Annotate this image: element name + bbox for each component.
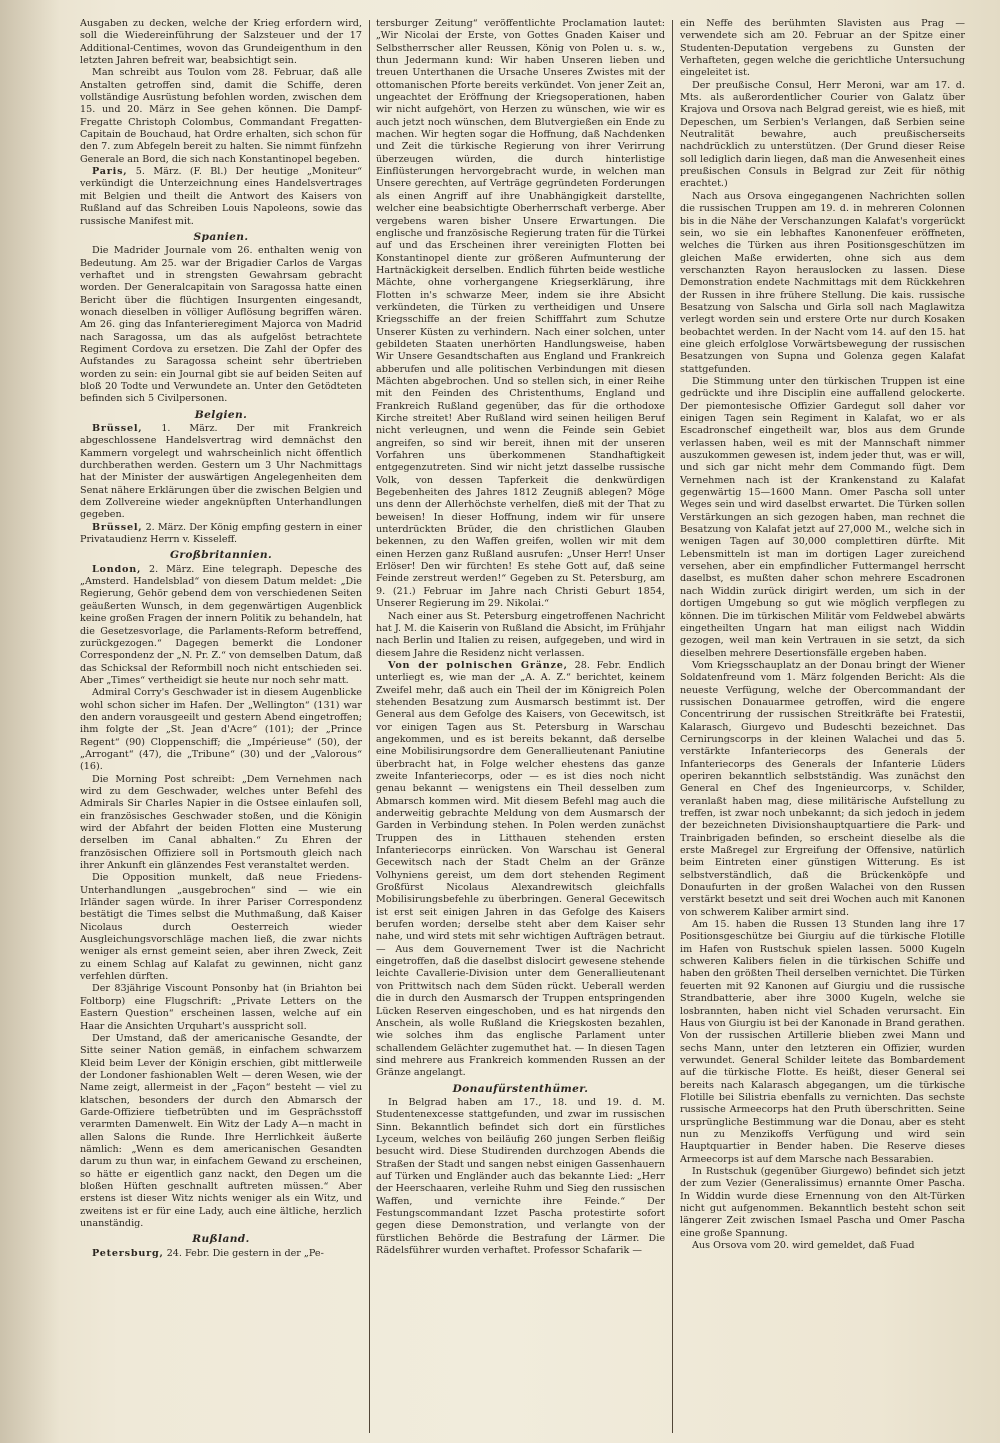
section-heading-belgien: Belgien. [194,408,248,421]
column-rule-1 [369,20,370,1433]
dateline-place: Petersburg, [92,1247,164,1259]
dateline-place: Brüssel, [92,423,143,434]
article-london [80,564,362,687]
article-text: 2. März. Eine telegraph. Depesche des „Amsterd. Handelsblad“ von diesem Datum meldet: „Die Regierung, Gehör gebend dem von verschiedenen Seiten geäußerten Wunsch, in dem gegenwärtigen Augenblick keine großen Fragen der innern Politik zu behandeln, hat die Gesetzesvorlage, die Parlaments-Reform betreffend, zurückgezogen.“ Dagegen bemerkt die Londoner Correspondenz der „N. Pr. Z.“ von demselben Datum, daß das Schicksal der Reformbill noch nicht entschieden sei. Aber „Times“ vertheidigt sie heute nur noch sehr matt. [80,563,362,686]
article-text: 2. März. Der König empfing gestern in einer Privataudienz Herrn v. Kisseleff. [80,521,362,546]
article-orsova-fuad: Aus Orsova vom 20. wird gemeldet, daß Fuad [692,1240,915,1252]
section-heading-donaufuerstenthuemer: Donaufürstenthümer. [452,1082,589,1095]
article-ponsonby: Der 83jährige Viscount Ponsonby hat (in Briahton bei Foltborp) eine Flugschrift: „Private Letters on the Eastern Question“ erscheinen lassen, welche auf ein Haar die Ansichten Urquhart's ausspricht soll. [80,983,362,1032]
column-2 [376,18,665,1437]
article-polnische-graenze [376,660,665,1080]
dateline-place: Brüssel, [92,521,143,533]
article-text: ein Neffe des berühmten Slavisten aus Prag — verwendete sich am 20. Februar an der Spitze einer Studenten-Deputation vergebens zu Gunsten der Verhafteten, gegen welche die gerichtliche Untersuchung eingeleitet ist. [680,18,965,79]
article-bruessel-1 [80,423,362,522]
article-kriegsschauplatz: Vom Kriegsschauplatz an der Donau bringt der Wiener Soldatenfreund vom 1. März folgenden Bericht: Als die neueste Verfügung, welche der Obercommandant der russischen Donauarmee getroffen, wird die engere Concentrirung der russischen Streitkräfte bei Fratestii, Kalarasch, Giurgevo und Budeschti bezeichnet. Das Cernirungscorps in der kleinen Walachei und das 5. verstärkte Infanteriecorps des Generals der Infanteriecorps des Generals der Infanterie Lüders operiren bekanntlich selbstständig. Was zunächst den General en Chef des Ingenieurcorps, v. Schilder, veranlaßt haben mag, diese militärische Aufstellung zu treffen, ist zwar noch unbekannt; da sich jedoch in jedem der bezeichneten Divisionshauptquartiere die Park- und Trainbrigaden befinden, so erscheint dieselbe als die erste Maßregel zur Ergreifung der Offensive, natürlich beim Eintreten einer günstigen Witterung. Es ist selbstverständlich, daß die Brückenköpfe und Donaufurten in der großen Walachei von den Russen verstärkt besetzt und seit drei Wochen auch mit Kanonen von schwerem Kaliber armirt sind. [680,659,965,918]
article-paris [80,166,362,228]
article-bruessel-2 [80,522,362,547]
binding-shadow [0,0,60,1443]
column-1 [80,18,362,1437]
column-3 [680,18,965,1437]
section-heading-spanien: Spanien. [193,230,249,243]
article-corry: Admiral Corry's Geschwader ist in diesem Augenblicke wohl schon sicher im Hafen. Der „Wellington“ (131) war den andern vorausgeeilt und gestern Abend eingetroffen; ihm folgte der „St. Jean d'Acre“ (101); der „Prince Regent“ (90) Cloppenschiff; die „Impérieuse“ (50), der „Arrogant“ (47), die „Tribune“ (30) und der „Valorous“ (16). [80,687,362,773]
article-proclamation: tersburger Zeitung“ veröffentlichte Proclamation lautet: „Wir Nicolai der Erste, von Gottes Gnaden Kaiser und Selbstherrscher aller Reussen, König von Polen u. s. w., thun Jedermann kund: Wir haben Unseren lieben und treuen Unterthanen die Ursache Unseres Zwistes mit der ottomanischen Pforte bereits verkündet. Von jener Zeit an, ungeachtet der Eröffnung der Kriegsoperationen, haben wir nicht aufgehört, von Herzen zu wünschen, wie wir es auch jetzt noch wünschen, dem Blutvergießen ein Ende zu machen. Wir hegten sogar die Hoffnung, daß Nachdenken und Zeit die türkische Regierung von ihrer Verirrung überzeugen würden, die durch hinterlistige Einflüsterungen hervorgebracht wurde, in welchen man Unsere gerechten, auf Verträge gegründeten Forderungen als einen Angriff auf ihre Unabhängigkeit darstellte, welcher eine beabsichtigte Oberherrschaft verberge. Aber vergebens waren bisher Unsere Erwartungen. Die englische und französische Regierung traten für die Türkei auf und das Erscheinen ihrer vereinigten Flotten bei Konstantinopel diente zur größeren Aufmunterung der Hartnäckigkeit derselben. Endlich führten beide westliche Mächte, ohne vorhergangene Kriegserklärung, ihre Flotten in's schwarze Meer, indem sie ihre Absicht verkündeten, die Türken zu vertheidigen und Unsere Kriegsschiffe an der freien Schifffahrt zum Schutze Unserer Küsten zu verhindern. Nach einer solchen, unter gebildeten Staaten unerhörten Handlungsweise, haben Wir Unsere Gesandtschaften aus England und Frankreich abberufen und alle politischen Verbindungen mit diesen Mächten abgebrochen. Und so stellen sich, in einer Reihe mit den Feinden des Christenthums, England und Frankreich Rußland gegenüber, das für die orthodoxe Kirche streitet! Aber Rußland wird seinen heiligen Beruf nicht verleugnen, und wenn die Feinde sein Gebiet angreifen, so sind wir bereit, ihnen mit der unseren Vorfahren uns überkommenen Standhaftigkeit entgegenzutreten. Sind wir nicht jetzt dasselbe russische Volk, von dessen Tapferkeit die denkwürdigen Begebenheiten des Jahres 1812 Zeugniß ablegen? Möge uns denn der Allerhöchste verhelfen, dieß mit der That zu beweisen! In dieser Hoffnung, indem wir für unsere unterdrückten Brüder, die den christlichen Glauben bekennen, zu den Waffen greifen, wollen wir mit dem einen Herzen ganz Rußland ausrufen: „Unser Herr! Unser Erlöser! Den wir fürchten! Es stehe Gott auf, daß seine Feinde zerstreut werden!“ Gegeben zu St. Petersburg, am 9. (21.) Februar im Jahre nach Christi Geburt 1854, Unserer Regierung im 29. Nikolai.“ [376,18,665,610]
article-text: Ausgaben zu decken, welche der Krieg erfordern wird, soll die Wiedereinführung der Salzsteuer und der 17 Additional-Centimes, wovon das Grundeigenthum in den letzten Jahren befreit war, beabsichtigt sein. [80,18,362,67]
article-text: 5. März. (F. Bl.) Der heutige „Moniteur“ verkündigt die Unterzeichnung eines Handelsvertrages mit Belgien und theilt die Antwort des Kaisers von Rußland auf das Schreiben Louis Napoleons, sowie das russische Manifest mit. [80,166,362,227]
column-rule-2 [672,20,673,1433]
article-umstand: Der Umstand, daß der americanische Gesandte, der Sitte seiner Nation gemäß, in einfachem schwarzem Kleid beim Lever der Königin erschien, gibt mittlerweile der Londoner fashionablen Welt — deren Wesen, wie der Name zeigt, allermeist in der „Façon“ besteht — viel zu klatschen, besonders der durch den Abmarsch der Garde-Offiziere tiefbetrübten und im Gesprächsstoff verarmten Damenwelt. Ein Witz der Lady A—n macht in allen Salons die Runde. Ihre Herrlichkeit äußerte nämlich: „Wenn es dem americanischen Gesandten darum zu thun war, in einfachem Gewand zu erscheinen, so hätte er eigentlich ganz nackt, den Degen um die bloßen Hüften geschnallt auftreten müssen.“ Aber erstens ist dieser Witz nichts weniger als ein Witz, und zweitens ist er für eine Lady, auch eine ältliche, herzlich unanständig. [80,1032,362,1229]
article-belgrad: In Belgrad haben am 17., 18. und 19. d. M. Studentenexcesse stattgefunden, und zwar im russischen Sinn. Bekanntlich befindet sich dort ein fürstliches Lyceum, welches von beiläufig 260 jungen Serben fleißig besucht wird. Diese Studirenden durchzogen Abends die Straßen der Stadt und sangen nebst einigen Gassenhauern auf Türken und Engländer auch das bekannte Lied: „Herr der Heerschaaren, verleihe Ruhm und Sieg den russischen Waffen, und vernichte ihre Feinde.“ Der Festungscommandant Izzet Pascha protestirte sofort gegen diese Demonstration, und verlangte von der fürstlichen Behörde die Bestrafung der Lärmer. Die Rädelsführer wurden verhaftet. Professor Schafarik — [376,1096,665,1257]
article-orsova: Nach aus Orsova eingegangenen Nachrichten sollen die russischen Truppen am 19. d. in mehreren Colonnen bis in die Nähe der Verschanzungen Kalafat's vorgerückt sein, wo sie ein lebhaftes Kanonenfeuer eröffneten, welches die Türken aus ihren Positionsgeschützen im gleichen Maße erwiderten, ohne sich aus dem verschanzten Rayon herauslocken zu lassen. Diese Demonstration endete Nachmittags mit dem Rückkehren der Russen in ihre frühere Stellung. Die kais. russische Besatzung von Salscha und Girla soll nach Maglawitza verlegt worden sein und erstere Orte nur durch Kosaken beobachtet werden. In der Nacht vom 14. auf den 15. hat eine gleich erfolglose Vorwärtsbewegung der russischen Besatzungen von Supna und Golenza gegen Kalafat stattgefunden. [680,190,965,375]
section-heading-russland: Rußland. [192,1233,250,1246]
article-text: 28. Febr. Endlich unterliegt es, wie man der „A. A. Z.“ berichtet, keinem Zweifel mehr, daß auch ein Theil der im Königreich Polen stehenden Besatzung zum Ausmarsch bestimmt ist. Der General aus dem Gefolge des Kaisers, von Gecewitsch, ist vor einigen Tagen aus St. Petersburg in Warschau angekommen, und es ist bereits bekannt, daß derselbe eine Mobilisirungsordre dem Generallieutenant Paniutine überbracht hat, in Folge welcher ehestens das ganze zweite Infanteriecorps, oder — es ist dies noch nicht genau bekannt — wenigstens ein Theil desselben zum Abmarsch kommen wird. Mit diesem Befehl mag auch die anderweitig gebrachte Meldung von dem Ausmarsch der Garden in Verbindung stehen. In Polen werden zunächst Truppen des in Litthauen stehenden ersten Infanteriecorps einrücken. Von Warschau ist General Gecewitsch nach der Stadt Chelm an der Gränze Volhyniens gereist, um dem dort stehenden Regiment Großfürst Nicolaus Alexandrewitsch gleichfalls Mobilisirungsbefehle zu überbringen. General Gecewitsch ist erst seit einigen Jahren in das Gefolge des Kaisers berufen worden; derselbe steht aber dem Kaiser sehr nahe, und wird stets mit sehr wichtigen Aufträgen betraut. — Aus dem Gouvernement Twer ist die Nachricht eingetroffen, daß die daselbst dislocirt gewesene stehende leichte Cavallerie-Division unter dem Generallieutenant von Prittwitsch nach dem Süden rückt. Ueberall werden die in durch den Ausmarsch der Truppen entspringenden Lücken Reserven eingeschoben, und es hat nirgends den Anschein, als wolle Rußland die Kriegskosten bezahlen, wie solches ihm das englische Parlament unter schallendem Gelächter zugemuthet hat. — In diesen Tagen sind mehrere aus Frankreich kommenden Russen an der Gränze angelangt. [376,659,665,1079]
dateline-place: London, [92,563,142,575]
article-kaiserin: Nach einer aus St. Petersburg eingetroffenen Nachricht hat J. M. die Kaiserin von Rußland die Absicht, im Frühjahr nach Berlin und Italien zu reisen, aufgegeben, und wird in diesem Jahre die Residenz nicht verlassen. [376,610,665,659]
article-giurgiu: Am 15. haben die Russen 13 Stunden lang ihre 17 Positionsgeschütze bei Giurgiu auf die türkische Flotille im Hafen von Rustschuk spielen lassen. 5000 Kugeln schweren Kalibers fielen in die türkischen Schiffe und haben den größten Theil derselben vernichtet. Die Türken feuerten mit 92 Kanonen auf Giurgiu und die russische Strandbatterie, aber ihre 3000 Kugeln, welche sie losbrannten, haben nicht viel Schaden verursacht. Ein Haus von Giurgiu ist bei der Kanonade in Brand gerathen. Von der russischen Artillerie blieben zwei Mann und sechs Mann, unter den letzteren ein Offizier, wurden verwundet. General Schilder leitete das Bombardement auf die türkische Flotte. Es heißt, dieser General sei bereits nach Kalarasch abgegangen, um die türkische Flotille bei Silistria ebenfalls zu vernichten. Das sechste russische Armeecorps hat den Pruth überschritten. Seine ursprüngliche Bestimmung war die Donau, aber es steht nun zu Menzikoffs Verfügung und wird sein Hauptquartier in Bender haben. Die Reserve dieses Armeecorps ist auf dem Marsche nach Bessarabien. [680,919,965,1165]
article-spanien: Die Madrider Journale vom 26. enthalten wenig von Bedeutung. Am 25. war der Brigadier Carlos de Vargas verhaftet und in strengsten Gewahrsam gebracht worden. Der Generalcapitain von Saragossa hatte einen Bericht über die flüchtigen Insurgenten eingesandt, wonach dieselben in völliger Auflösung begriffen wären. Am 26. ging das Infanterieregiment Majorca von Madrid nach Saragossa, um das als aufgelöst betrachtete Regiment Cordova zu ersetzen. Die Zahl der Opfer des Aufstandes zu Saragossa scheint sehr übertrieben worden zu sein: ein Journal gibt sie auf beiden Seiten auf bloß 20 Todte und Verwundete an. Unter den Getödteten befinden sich 5 Civilpersonen. [80,245,362,405]
dateline-place: Paris, [92,166,128,178]
article-petersburg [80,1248,362,1260]
article-text: 24. Febr. Die gestern in der „Pe- [166,1247,324,1259]
article-morning-post: Die Morning Post schreibt: „Dem Vernehmen nach wird zu dem Geschwader, welches unter Befehl des Admirals Sir Charles Napier in die Ostsee einlaufen soll, ein französisches Geschwader stoßen, und die Königin wird der Abfahrt der beiden Flotten eine Musterung derselben im Canal abhalten.“ Zu Ehren der französischen Offiziere soll in Portsmouth gleich nach ihrer Ankunft ein glänzendes Fest veranstaltet werden. [80,773,362,872]
dateline-place: Von der polnischen Gränze, [388,659,568,671]
article-opposition: Die Opposition munkelt, daß neue Friedens-Unterhandlungen „ausgebrochen“ sind — wie ein Irländer sagen würde. In ihrer Pariser Correspondenz bestätigt die Times selbst die Muthmaßung, daß Kaiser Nicolaus durch Oesterreich wieder Ausgleichungsvorschläge machen ließ, die zwar nichts weniger als ernst gemeint seien, aber ihren Zweck, Zeit zu einem Schlag auf Kalafat zu gewinnen, nicht ganz verfehlen dürften. [80,872,362,983]
article-toulon: Man schreibt aus Toulon vom 28. Februar, daß alle Anstalten getroffen sind, damit die Schiffe, deren vollständige Ausrüstung befohlen worden, zwischen dem 15. und 20. März in See gehen können. Die Dampf-Fregatte Christoph Colombus, Commandant Fregatten-Capitain de Bouchaud, hat Ordre erhalten, sich schon für den 7. zum Abfegeln bereit zu halten. Sie nimmt fünfzehn Generale an Bord, die sich nach Konstantinopel begeben. [80,67,362,165]
section-heading-grossbritannien: Großbritannien. [169,549,273,562]
article-rustschuk: In Rustschuk (gegenüber Giurgewo) befindet sich jetzt der zum Vezier (Generalissimus) ernannte Omer Pascha. In Widdin wurde diese Ernennung von den Alt-Türken nicht gut aufgenommen. Bekanntlich besteht schon seit längerer Zeit zwischen Ismael Pascha und Omer Pascha eine große Spannung. [680,1165,965,1239]
article-stimmung: Die Stimmung unter den türkischen Truppen ist eine gedrückte und ihre Disciplin eine auffallend gelockerte. Der piemontesische Offizier Gardegut soll daher vor einigen Tagen sein Regiment in Kalafat, wo er als Escadronschef eingetheilt war, blos aus dem Grunde verlassen haben, weil es mit der Mannschaft nimmer auszukommen gewesen ist, indem jeder thut, was er will, und sich gar nicht mehr dem Commando fügt. Dem Vernehmen nach ist der Krankenstand zu Kalafat gegenwärtig 15—1600 Mann. Omer Pascha soll unter Weges sein und wird daselbst erwartet. Die Türken sollen Verstärkungen an sich gezogen haben, man rechnet die Besatzung von Kalafat jetzt auf 27,000 M., welche sich in wenigen Tagen auf 30,000 complettiren dürfte. Mit Lebensmitteln ist man im dortigen Lager zureichend versehen, aber ein empfindlicher Futtermangel herrscht daselbst, es mußten daher schon mehrere Escadronen nach Widdin zurück dirigirt werden, um sich in der dortigen Umgebung so gut wie möglich verpflegen zu können. Die im türkischen Militär vom Feldwebel abwärts eingetheilten Ungarn hat man eiligst nach Widdin gezogen, weil man kein Vertrauen in sie setzt, da sich dieselben mehrere Desertionsfälle ergeben haben. [680,375,965,659]
article-text: 1. März. Der mit Frankreich abgeschlossene Handelsvertrag wird demnächst den Kammern vorgelegt und wahrscheinlich nicht öffentlich durchberathen werden. Gestern um 3 Uhr Nachmittags hat der Minister der auswärtigen Angelegenheiten dem Senat nähere Erklärungen über die zwischen Belgien und dem Zollvereine wieder angeknüpften Unterhandlungen gegeben. [80,423,362,521]
article-consul: Der preußische Consul, Herr Meroni, war am 17. d. Mts. als außerordentlicher Courier von Galatz über Krajova und Orsova nach Belgrad gereist, wie es hieß, mit Depeschen, um Serbien's Verlangen, daß Serbien seine Neutralität bewahre, auch preußischerseits nachdrücklich zu unterstützen. (Der Grund dieser Reise soll lediglich darin liegen, daß man die Anwesenheit eines preußischen Consuls in Belgrad zur Zeit für nöthig erachtet.) [680,79,965,190]
